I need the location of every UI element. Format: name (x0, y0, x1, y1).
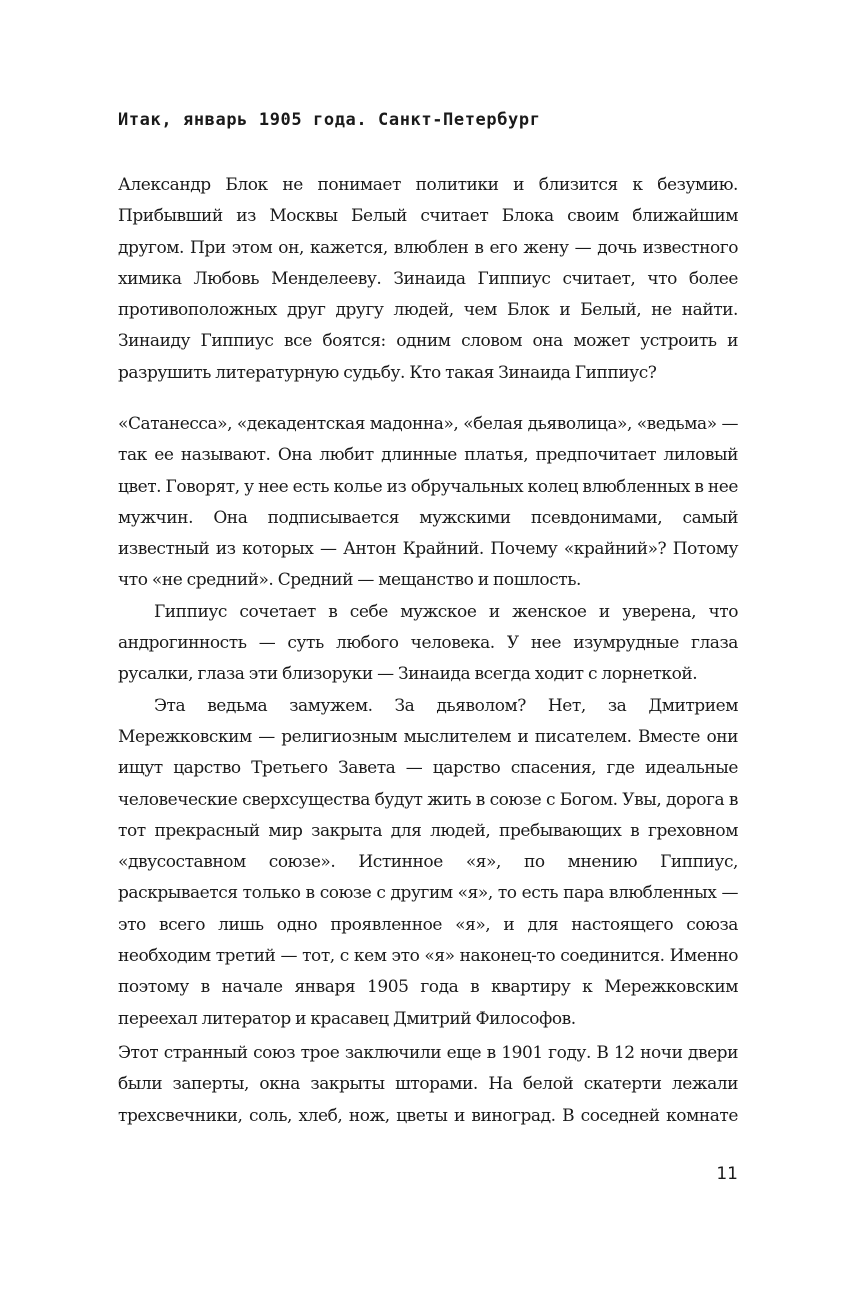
paragraph: Гиппиус сочетает в себе мужское и женское и уверена, что андрогинность — суть любого человека. У нее изумрудные глаза русалки, глаза эти близоруки — Зинаида всегда ходит с лорнеткой. (118, 601, 738, 685)
paragraph: Александр Блок не понимает политики и близится к безумию. Прибывший из Москвы Белый считает Блока своим ближайшим другом. При этом он, кажется, влюблен в его жену — дочь известного химика Любовь Менделееву. Зинаида Гиппиус считает, что более противоположных друг другу людей, чем Блок и Белый, не найти. Зинаиду Гиппиус все боятся: одним словом она может устроить и разрушить литературную судьбу. Кто такая Зинаида Гиппиус? (118, 175, 738, 383)
section-heading: Итак, январь 1905 года. Санкт-Петербург (118, 110, 541, 130)
text-section-2 (118, 409, 738, 1035)
text-section-3 (118, 1038, 738, 1132)
paragraph: Эта ведьма замужем. За дьяволом? Нет, за Дмитрием Мережковским — религиозным мыслителем и писателем. Вместе они ищут царство Третьего Завета — царство спасения, где идеальные человеческие сверхсущества будут жить в союзе с Богом. Увы, дорога в тот прекрасный мир закрыта для людей, пребывающих в греховном «двусоставном союзе». Истинное «я», по мнению Гиппиус, раскрывается только в союзе с другим «я», то есть пара влюбленных — это всего лишь одно проявленное «я», и для настоящего союза необходим третий — тот, с кем это «я» наконец-то соединится. Именно поэтому в начале января 1905 года в квартиру к Мережковским переехал литератор и красавец Дмитрий Философов. (118, 695, 738, 1029)
text-section-1 (118, 170, 738, 389)
page-number: 11 (716, 1164, 738, 1184)
paragraph: Этот странный союз трое заключили еще в 1901 году. В 12 ночи двери были заперты, окна закрыты шторами. На белой скатерти лежали трехсвечники, соль, хлеб, нож, цветы и виноград. В соседней комнате (118, 1043, 738, 1126)
paragraph: «Сатанесса», «декадентская мадонна», «белая дьяволица», «ведьма» — так ее называют. Она любит длинные платья, предпочитает лиловый цвет. Говорят, у нее есть колье из обручальных колец влюбленных в нее мужчин. Она подписывается мужскими псевдонимами, самый известный из которых — Антон Крайний. Почему «крайний»? Потому что «не средний». Средний — мещанство и пошлость. (118, 414, 738, 591)
